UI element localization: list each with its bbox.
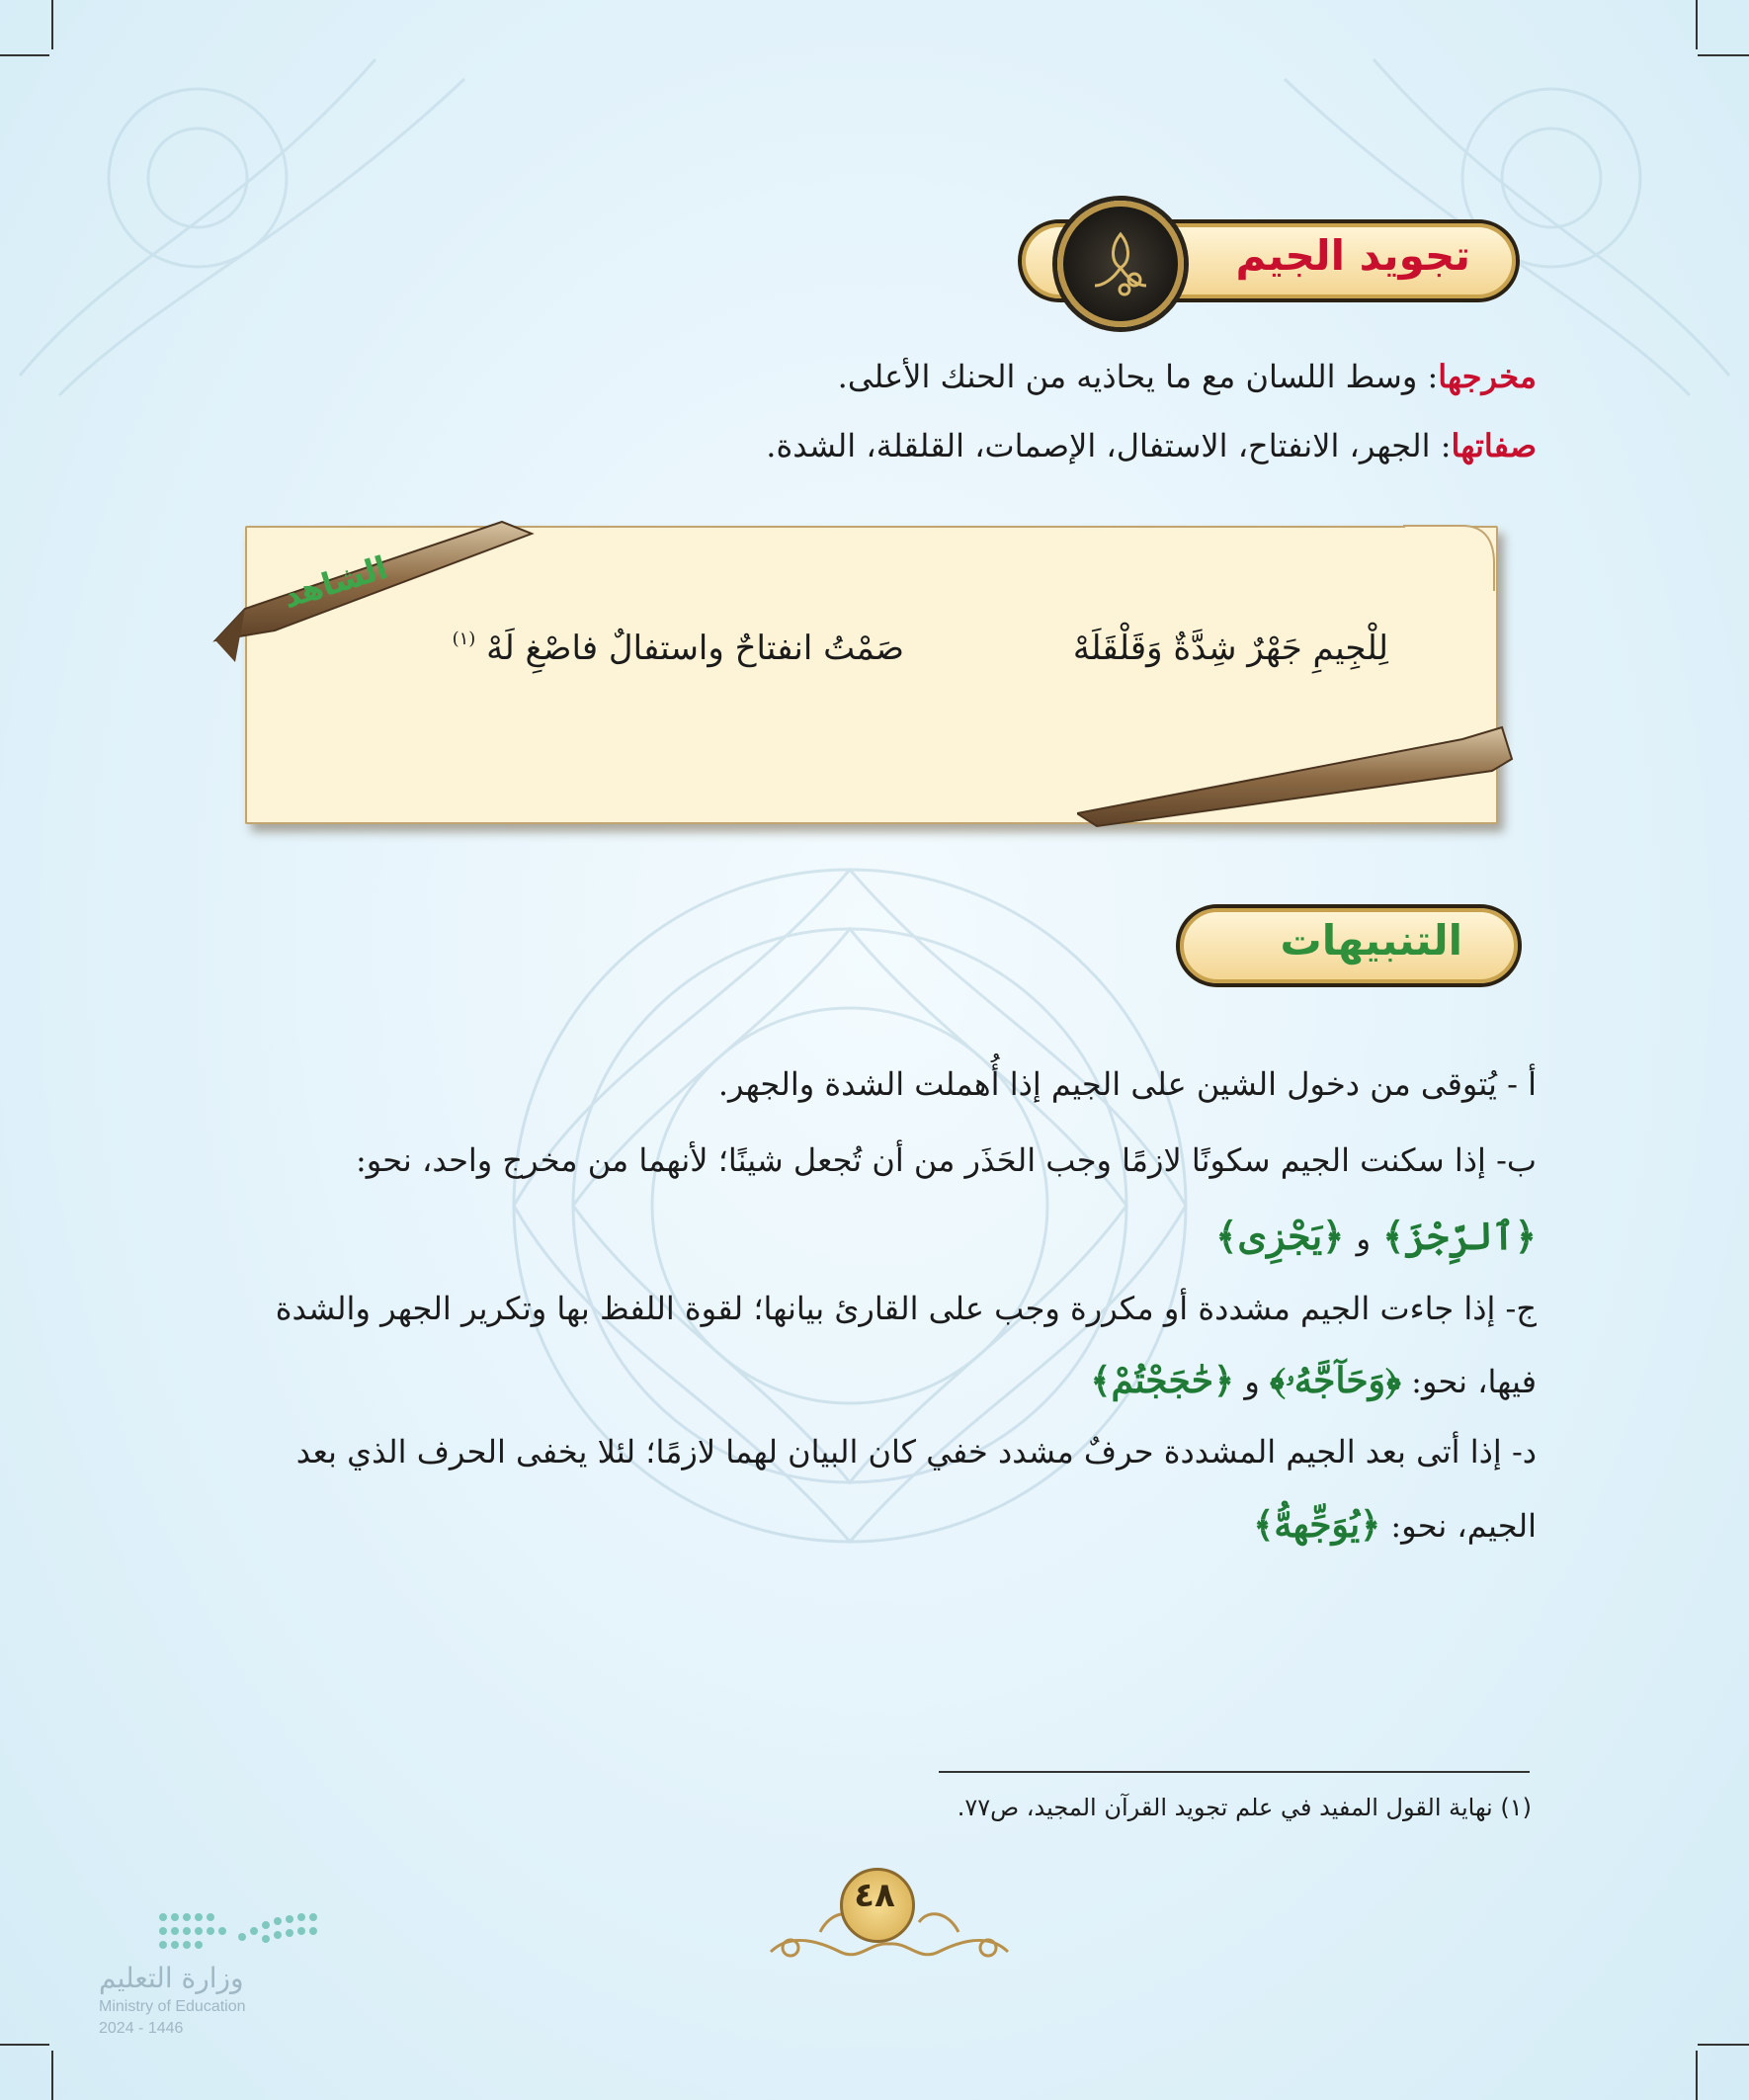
ministry-year: 2024 - 1446 — [99, 2020, 184, 2037]
note-d-prefix: الجيم، نحو: — [1390, 1507, 1537, 1545]
crop-mark — [1696, 2051, 1698, 2100]
makhraj-label: مخرجها — [1438, 358, 1537, 395]
ministry-logo-icon — [153, 1907, 331, 1957]
footnote: (١) نهاية القول المفيد في علم تجويد القرآن المجيد، ص٧٧. — [957, 1794, 1532, 1821]
sifat-line — [766, 427, 1537, 464]
verse-left-text: صَمْتُ انفتاحٌ واستفالٌ فاصْغِ لَهْ — [486, 629, 904, 668]
quran-example: ﴿حَٰجَجْتُمْ﴾ — [1090, 1360, 1235, 1401]
footnote-separator — [939, 1771, 1530, 1773]
crop-mark — [0, 2044, 49, 2046]
medallion-icon — [1057, 201, 1184, 327]
shahid-ribbon-bottom — [1077, 719, 1522, 828]
quran-example: ﴿ٱلرِّجْزَ﴾ — [1382, 1214, 1537, 1258]
note-a: أ - يُتوقى من دخول الشين على الجيم إذا أُهملت الشدة والجهر. — [717, 1065, 1537, 1103]
quran-example: ﴿وَحَآجَّهُۥ﴾ — [1269, 1360, 1401, 1401]
quran-example: ﴿يُوَجِّههُّ﴾ — [1253, 1504, 1381, 1546]
section-title: تجويد الجيم — [1235, 231, 1470, 280]
sifat-label: صفاتها — [1451, 427, 1537, 464]
verse-right: لِلْجِيمِ جَهْرٌ شِدَّةٌ وَقَلْقَلَهْ — [1072, 629, 1388, 668]
shahid-ribbon-label: الشاهد — [278, 548, 392, 616]
conjunction: و — [1356, 1222, 1372, 1257]
makhraj-line — [838, 358, 1537, 395]
corner-ornament — [1235, 0, 1749, 415]
crop-mark — [1698, 2044, 1749, 2046]
footnote-marker: (١) — [452, 629, 476, 649]
note-b-examples — [1215, 1214, 1537, 1258]
note-d-line1: د- إذا أتى بعد الجيم المشددة حرفٌ مشدد خفي كان البيان لهما لازمًا؛ لئلا يخفى الحرف الذي بعد — [295, 1433, 1537, 1470]
page-number: ٤٨ — [854, 1876, 895, 1915]
crop-mark — [51, 2051, 53, 2100]
note-c-line2 — [1090, 1360, 1537, 1402]
verse-left — [453, 629, 904, 668]
makhraj-text: : وسط اللسان مع ما يحاذيه من الحنك الأعلى. — [837, 358, 1439, 395]
ministry-arabic: وزارة التعليم — [99, 1962, 244, 1994]
quran-example: ﴿يَجْزِى﴾ — [1215, 1214, 1345, 1258]
note-b-line1: ب- إذا سكنت الجيم سكونًا لازمًا وجب الحَذَر من أن تُجعل شينًا؛ لأنهما من مخرج واحد، نحو: — [355, 1141, 1537, 1179]
card-curl — [1403, 524, 1502, 593]
ministry-english: Ministry of Education — [99, 1998, 246, 2015]
note-d-line2 — [1253, 1504, 1537, 1546]
notes-title: التنبيهات — [1280, 916, 1462, 965]
notes-title-banner — [1176, 904, 1522, 987]
conjunction: و — [1244, 1363, 1260, 1400]
note-c-line1: ج- إذا جاءت الجيم مشددة أو مكررة وجب على القارئ بيانها؛ لقوة اللفظ بها وتكرير الجهر والشدة — [275, 1290, 1537, 1327]
corner-ornament — [0, 0, 514, 415]
sifat-text: : الجهر، الانفتاح، الاستفال، الإصمات، القلقلة، الشدة. — [766, 427, 1452, 464]
note-c-prefix: فيها، نحو: — [1411, 1363, 1537, 1400]
